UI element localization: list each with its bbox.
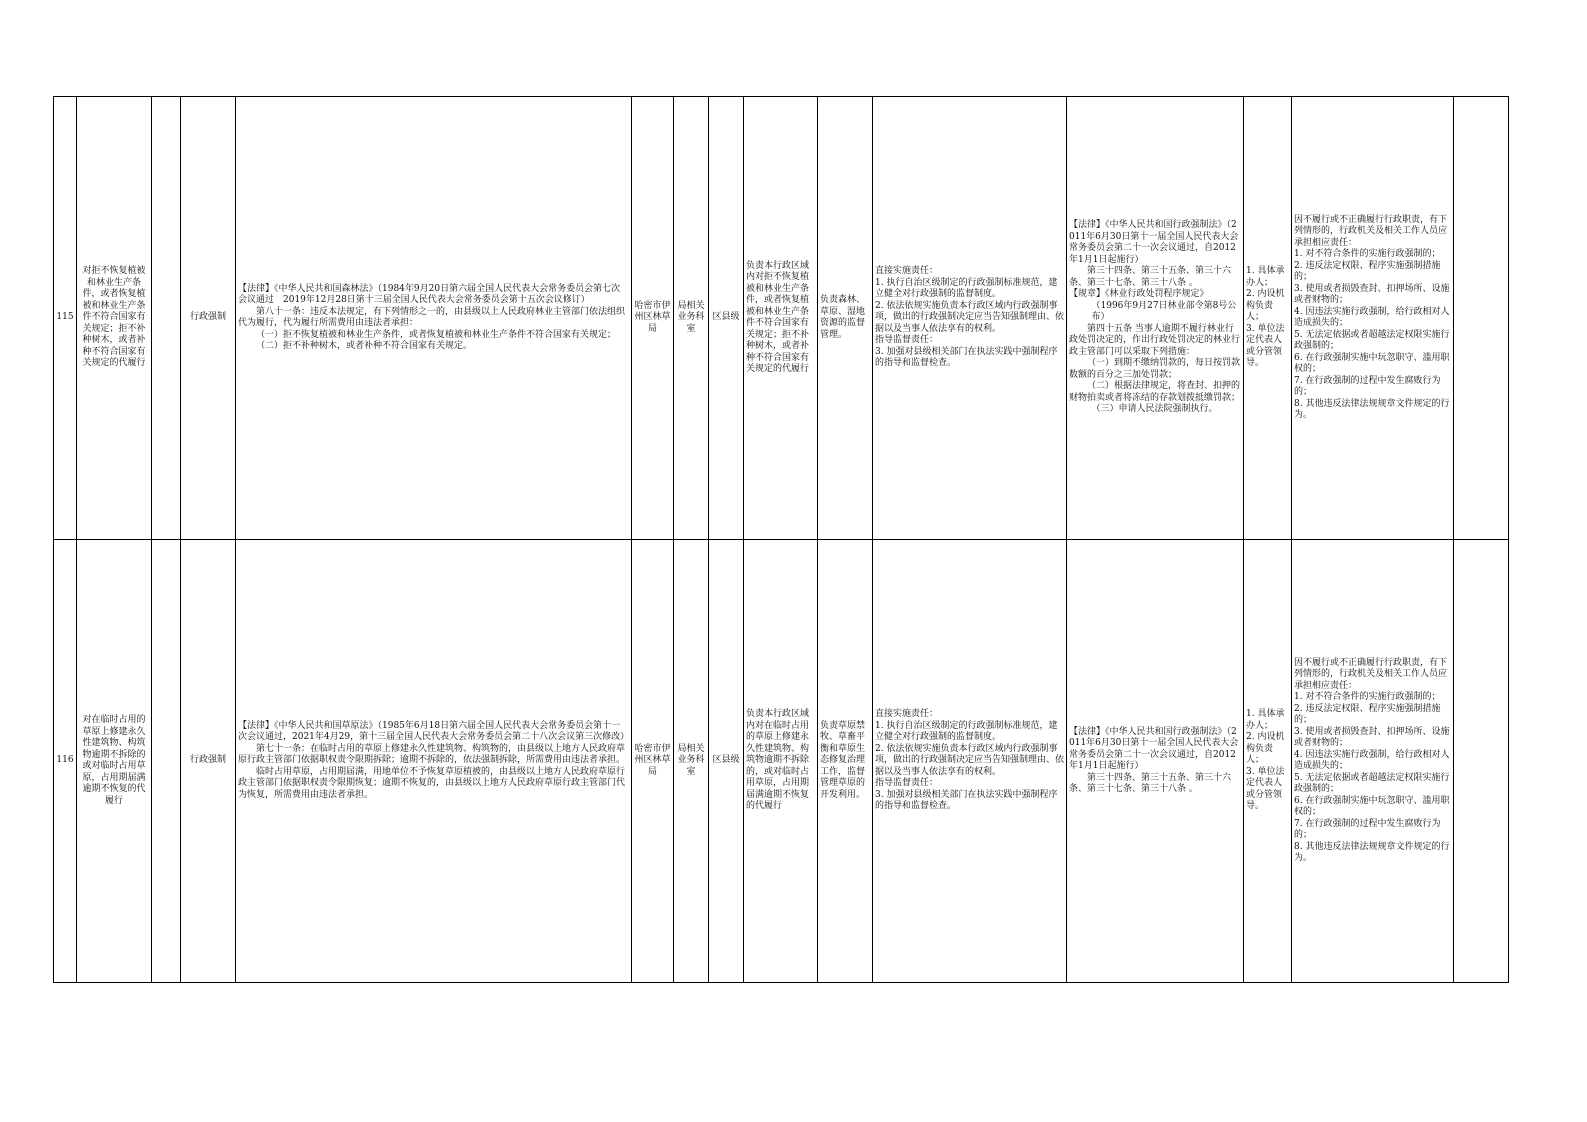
liability-line: 6. 在行政强制实施中玩忽职守、滥用职权的； [1294,352,1450,374]
item-name-cell: 对拒不恢复植被和林业生产条件，或者恢复植被和林业生产条件不符合国家有关规定；拒不补种树木，或者补种不符合国家有关规定的代履行 [77,97,152,540]
liability-line: 5. 无法定依据或者超越法定权限实施行政强制的； [1294,772,1450,794]
basis-paragraph: 第七十一条：在临时占用的草原上修建永久性建筑物、构筑物的，由县级以上地方人民政府草原行政主管部门依据职权责令限期拆除；逾期不拆除的，依法强制拆除，所需费用由违法者承担。 [238,743,626,766]
liability-line: 1. 对不符合条件的实施行政强制的； [1294,249,1441,259]
liability-line: 7. 在行政强制的过程中发生腐败行为的； [1294,375,1441,397]
subjects-text: 1. 具体承办人； 2. 内设机构负责人； 3. 单位法定代表人或分管领导。 [1246,266,1285,369]
basis-cell [236,540,632,983]
basis-paragraph: 第八十一条：违反本法规定，有下列情形之一的，由县级以上人民政府林业主管部门依法组织代为履行，代为履行所需费用由违法者承担： [238,306,626,328]
supervision-cell: 负责草原禁牧、草畜平衡和草原生态修复治理工作，监督管理草原的开发利用。 [818,540,873,983]
duty-line: 2. 依法依规实施负责本行政区域内行政强制事项，做出的行政强制决定应当告知强制理由、依据以及当事人依法享有的权利。 [875,743,1065,777]
agency-cell: 哈密市伊州区林草局 [632,540,674,983]
liabilities-cell [1292,97,1454,540]
accountability-paragraph: 第三十四条、第三十五条、第三十六条、第三十七条、第三十八条 。 [1069,772,1232,794]
accountability-paragraph: 第四十五条 当事人逾期不履行林业行政处罚决定的，作出行政处罚决定的林业行政主管部门可以采取下列措施： [1069,323,1241,357]
duty-line: 直接实施责任： [875,709,939,720]
liabilities-cell [1292,540,1454,983]
liability-line: 5. 无法定依据或者超越法定权限实施行政强制的； [1294,329,1450,351]
duty-line: 直接实施责任： [875,266,939,277]
sub-item-cell [152,97,181,540]
accountability-basis-cell [1067,97,1244,540]
remark-cell [1454,97,1509,540]
liability-line: 4. 因违法实施行政强制，给行政相对人造成损失的； [1294,306,1450,328]
subjects-text: 1. 具体承办人； 2. 内设机构负责人； 3. 单位法定代表人或分管领导。 [1246,709,1285,812]
subjects-cell [1244,97,1292,540]
seq-cell: 115 [54,97,77,540]
dept-cell: 局相关业务科室 [674,97,709,540]
liability-line: 因不履行或不正确履行行政职责，有下列情形的，行政机关及相关工作人员应承担相应责任： [1294,657,1448,691]
item-name-cell: 对在临时占用的草原上修建永久性建筑物、构筑物逾期不拆除的或对临时占用草原，占用期届满逾期不恢复的代履行 [77,540,152,983]
duty-line: 指导监督责任： [875,778,939,789]
category-cell: 行政强制 [181,540,236,983]
accountability-paragraph: （1996年9月27日林业部令第8号公布） [1091,300,1237,323]
basis-paragraph: （一）拒不恢复植被和林业生产条件，或者恢复植被和林业生产条件不符合国家有关规定； [256,329,617,340]
liability-line: 7. 在行政强制的过程中发生腐败行为的； [1294,818,1441,840]
duty-line: 1. 执行自治区级制定的行政强制标准规范，建立健全对行政强制的监督制度。 [875,277,1058,300]
level-cell: 区县级 [709,97,744,540]
accountability-paragraph: 【规章】《林业行政处罚程序规定》 [1069,289,1209,300]
supervision-cell: 负责森林、草原、湿地资源的监督管理。 [818,97,873,540]
basis-paragraph: （二）拒不补种树木，或者补种不符合国家有关规定。 [256,341,473,351]
basis-paragraph: 【法律】《中华人民共和国草原法》（1985年6月18日第六届全国人民代表大会常务委员会第十一次会议通过，2021年4月29，第十三届全国人民代表大会常务委员会第二十八次会议第三次修改） [238,720,630,743]
accountability-paragraph: 第三十四条、第三十五条、第三十六条、第三十七条、第三十八条 。 [1069,266,1232,288]
accountability-paragraph: （三）申请人民法院强制执行。 [1091,404,1218,415]
remark-cell [1454,540,1509,983]
accountability-paragraph: （一）到期不缴纳罚款的，每日按罚款数额的百分之三加处罚款； [1069,358,1241,380]
liability-line: 6. 在行政强制实施中玩忽职守、滥用职权的； [1294,795,1450,817]
category-cell: 行政强制 [181,97,236,540]
scope-cell: 负责本行政区域内对在临时占用的草原上修建永久性建筑物、构筑物逾期不拆除的，或对临时占用草原，占用期届满逾期不恢复的代履行 [744,540,818,983]
basis-cell [236,97,632,540]
liability-line: 3. 使用或者损毁查封、扣押场所、设施或者财物的； [1294,726,1450,748]
basis-paragraph: 【法律】《中华人民共和国森林法》（1984年9月20日第六届全国人民代表大会常务委员会第七次会议通过 2019年12月28日第十三届全国人民代表大会常务委员会第十五次会议修订） [238,283,621,305]
scope-cell: 负责本行政区域内对拒不恢复植被和林业生产条件，或者恢复植被和林业生产条件不符合国家有关规定；拒不补种树木，或者补种不符合国家有关规定的代履行 [744,97,818,540]
duty-line: 3. 加强对县级相关部门在执法实践中强制程序的指导和监督检查。 [875,789,1058,812]
seq-cell: 116 [54,540,77,983]
liability-line: 2. 违反法定权限、程序实施强制措施的； [1294,260,1441,282]
duties-cell [873,97,1067,540]
liability-line: 3. 使用或者损毁查封、扣押场所、设施或者财物的； [1294,283,1450,305]
basis-paragraph: 临时占用草原，占用期届满，用地单位不予恢复草原植被的，由县级以上地方人民政府草原行政主管部门依据职权责令限期恢复；逾期不恢复的，由县级以上地方人民政府草原行政主管部门代为恢复，所需费用由违法者承担。 [238,766,626,800]
level-cell: 区县级 [709,540,744,983]
table-row [54,97,1509,540]
accountability-paragraph: 【法律】《中华人民共和国行政强制法》（2011年6月30日第十一届全国人民代表大会常务委员会第二十一次会议通过，自2012年1月1日起施行） [1069,220,1239,265]
accountability-basis-cell [1067,540,1244,983]
liability-line: 因不履行或不正确履行行政职责，有下列情形的，行政机关及相关工作人员应承担相应责任： [1294,214,1448,248]
accountability-paragraph: （二）根据法律规定，将查封、扣押的财物拍卖或者将冻结的存款划拨抵缴罚款； [1069,381,1241,403]
liability-line: 8. 其他违反法律法规规章文件规定的行为。 [1294,841,1450,863]
table-row [54,540,1509,983]
duty-line: 1. 执行自治区级制定的行政强制标准规范，建立健全对行政强制的监督制度。 [875,720,1058,743]
duties-cell [873,540,1067,983]
liability-line: 1. 对不符合条件的实施行政强制的； [1294,692,1441,702]
liability-line: 2. 违反法定权限、程序实施强制措施的； [1294,703,1441,725]
dept-cell: 局相关业务科室 [674,540,709,983]
duty-line: 2. 依法依规实施负责本行政区域内行政强制事项，做出的行政强制决定应当告知强制理由、依据以及当事人依法享有的权利。 [875,300,1065,334]
duty-line: 3. 加强对县级相关部门在执法实践中强制程序的指导和监督检查。 [875,346,1058,369]
subjects-cell [1244,540,1292,983]
duty-line: 指导监督责任： [875,335,939,346]
liability-line: 4. 因违法实施行政强制，给行政相对人造成损失的； [1294,749,1450,771]
sub-item-cell [152,540,181,983]
agency-cell: 哈密市伊州区林草局 [632,97,674,540]
liability-line: 8. 其他违反法律法规规章文件规定的行为。 [1294,398,1450,420]
accountability-paragraph: 【法律】《中华人民共和国行政强制法》（2011年6月30日第十一届全国人民代表大会常务委员会第二十一次会议通过，自2012年1月1日起施行） [1069,726,1239,771]
responsibility-table [53,96,1509,983]
